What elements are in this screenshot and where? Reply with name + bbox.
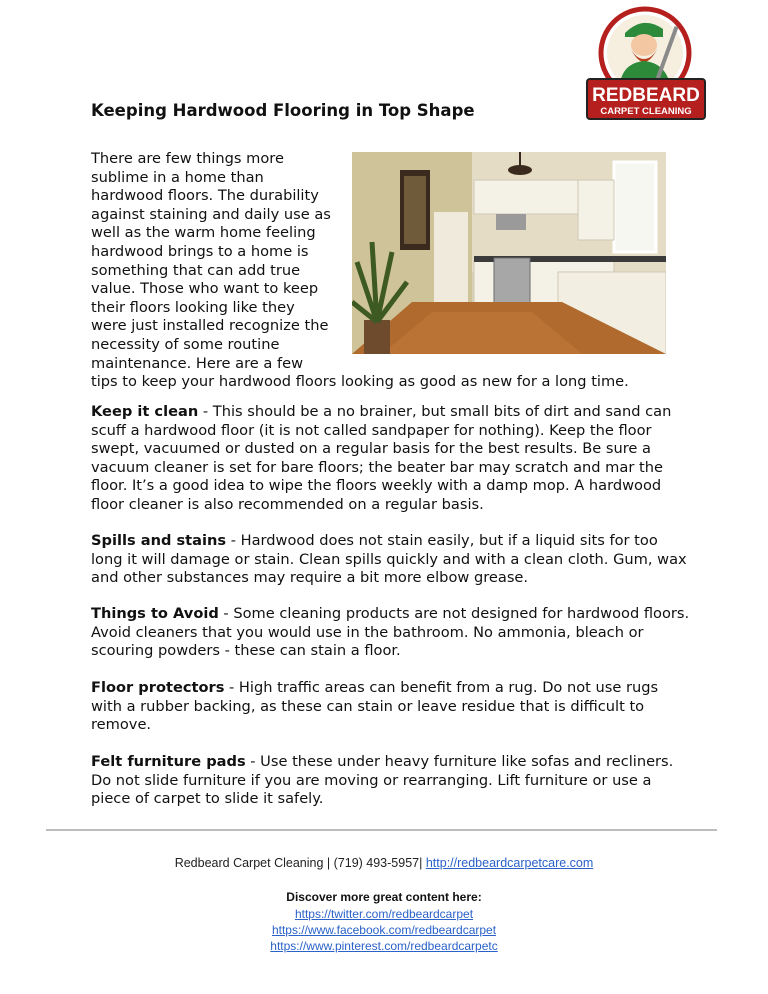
facebook-link[interactable]: https://www.facebook.com/redbeardcarpet xyxy=(271,923,497,937)
footer-separator: | xyxy=(326,856,334,870)
footer-company: Redbeard Carpet Cleaning xyxy=(174,856,327,870)
intro-line: value. Those who want to keep xyxy=(91,280,319,298)
intro-line: maintenance. Here are a few xyxy=(91,354,304,372)
intro-line: their floors looking like they xyxy=(91,298,295,316)
discover-heading: Discover more great content here: xyxy=(286,890,482,904)
intro-line: tips to keep your hardwood floors looking as good as new for a long time. xyxy=(91,373,629,391)
tip-things-to-avoid xyxy=(91,605,691,661)
tip-text: - Some cleaning products are not designed for hardwood floors. Avoid cleaners that you would use in the bathroom. No ammonia, bleach or scouring powders - these can stain a floor. xyxy=(91,605,690,660)
logo-line1: REDBEARD xyxy=(592,85,700,106)
footer-phone: (719) 493-5957 xyxy=(333,856,420,870)
tip-heading: Floor protectors xyxy=(91,679,225,696)
tip-text: - Use these under heavy furniture like sofas and recliners. Do not slide furniture if you are moving or rearranging. Lift furniture or use a piece of carpet to slide it safely. xyxy=(91,753,674,808)
intro-line: necessity of some routine xyxy=(91,336,280,353)
tip-felt-furniture-pads xyxy=(91,753,691,809)
intro-line: sublime in a home than xyxy=(91,168,264,186)
tip-spills-and-stains xyxy=(91,532,691,588)
intro-line: well as the warm home feeling xyxy=(91,224,316,242)
page-title: Keeping Hardwood Flooring in Top Shape xyxy=(91,101,475,120)
intro-line: something that can add true xyxy=(91,261,301,279)
tip-text: - High traffic areas can benefit from a rug. Do not use rugs with a rubber backing, as these can stain or leave residue that is difficult to remove. xyxy=(91,679,659,734)
redbeard-logo xyxy=(585,5,707,123)
tip-heading: Keep it clean xyxy=(91,403,199,420)
tip-keep-it-clean xyxy=(91,403,691,515)
logo-line2: CARPET CLEANING xyxy=(600,106,692,117)
footer-divider xyxy=(46,829,717,831)
intro-line: hardwood brings to a home is xyxy=(91,243,309,260)
intro-line: There are few things more xyxy=(91,150,284,167)
footer-contact xyxy=(0,856,768,870)
twitter-link[interactable]: https://twitter.com/redbeardcarpet xyxy=(294,907,474,921)
intro-line: were just installed recognize the xyxy=(91,317,329,335)
pinterest-link[interactable]: https://www.pinterest.com/redbeardcarpetc xyxy=(270,939,498,953)
intro-line: hardwood floors. The durability xyxy=(91,187,319,205)
tip-heading: Felt furniture pads xyxy=(91,753,246,770)
intro-line: against staining and daily use as xyxy=(91,205,331,223)
footer-website-link[interactable]: http://redbeardcarpetcare.com xyxy=(425,856,594,870)
tip-text: - This should be a no brainer, but small bits of dirt and sand can scuff a hardwood floor (it is not called sandpaper for nothing). Keep the floor swept, vacuumed or dusted on a regular basis for the best results. Be sure a vacuum cleaner is set for bare floors; the beater bar may scratch and mar the floor. It’s a good idea to wipe the floors weekly with a damp mop. A hardwood floor cleaner is also recommended on a regular basis. xyxy=(91,403,672,513)
tip-floor-protectors xyxy=(91,679,691,735)
kitchen-photo xyxy=(352,152,666,354)
tip-text: - Hardwood does not stain easily, but if a liquid sits for too long it will damage or stain. Clean spills quickly and with a clean cloth. Gum, wax and other substances may require a bit more elbow grease. xyxy=(91,532,687,587)
tip-heading: Spills and stains xyxy=(91,532,227,549)
tip-heading: Things to Avoid xyxy=(91,605,219,622)
footer-separator: | xyxy=(419,856,426,870)
